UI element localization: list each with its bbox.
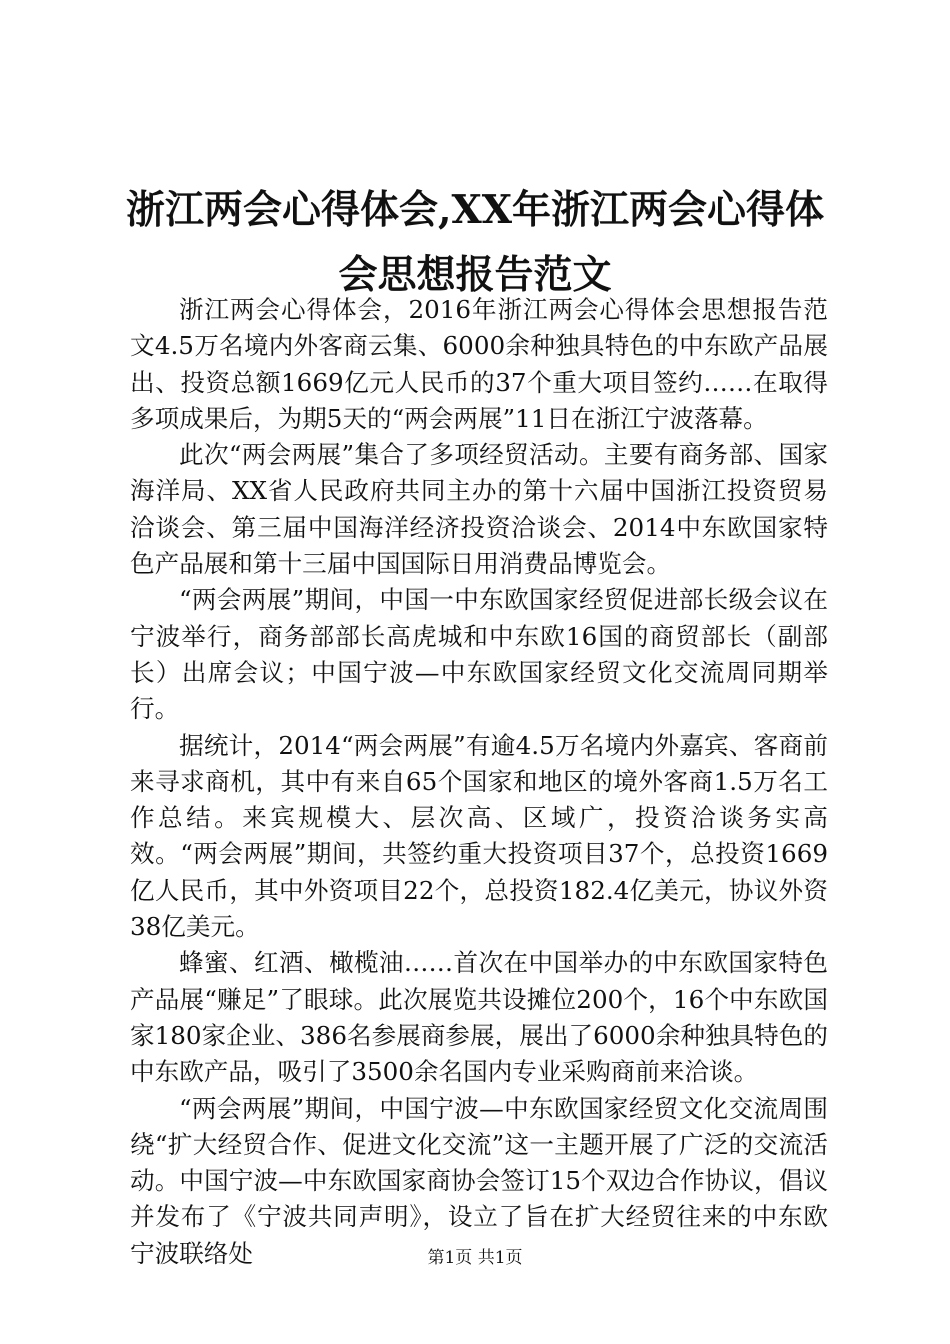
page-footer: 第1页 共1页 [427, 1248, 523, 1268]
document-body [130, 292, 828, 1272]
document-title: 浙江两会心得体会,XX年浙江两会心得体会思想报告范文 [125, 187, 825, 298]
paragraph: 据统计，2014“两会两展”有逾4.5万名境内外嘉宾、客商前来寻求商机，其中有来自65个国家和地区的境外客商1.5万名工作总结。来宾规模大、层次高、区域广，投资洽谈务实高效。“两会两展”期间，共签约重大投资项目37个，总投资1669亿人民币，其中外资项目22个，总投资182.4亿美元，协议外资38亿美元。 [130, 730, 828, 942]
paragraph: “两会两展”期间，中国一中东欧国家经贸促进部长级会议在宁波举行，商务部部长高虎城和中东欧16国的商贸部长（副部长）出席会议；中国宁波—中东欧国家经贸文化交流周同期举行。 [130, 585, 828, 724]
paragraph: “两会两展”期间，中国宁波—中东欧国家经贸文化交流周围绕“扩大经贸合作、促进文化交流”这一主题开展了广泛的交流活动。中国宁波—中东欧国家商协会签订15个双边合作协议，倡议并发布了《宁波共同声明》，设立了旨在扩大经贸往来的中东欧宁波联络处 [130, 1093, 828, 1268]
paragraph: 此次“两会两展”集合了多项经贸活动。主要有商务部、国家海洋局、XX省人民政府共同主办的第十六届中国浙江投资贸易洽谈会、第三届中国海洋经济投资洽谈会、2014中东欧国家特色产品展和第十三届中国国际日用消费品博览会。 [130, 440, 828, 579]
paragraph: 浙江两会心得体会，2016年浙江两会心得体会思想报告范文4.5万名境内外客商云集、6000余种独具特色的中东欧产品展出、投资总额1669亿元人民币的37个重大项目签约……在取得多项成果后，为期5天的“两会两展”11日在浙江宁波落幕。 [130, 295, 828, 433]
paragraph: 蜂蜜、红酒、橄榄油……首次在中国举办的中东欧国家特色产品展“赚足”了眼球。此次展览共设摊位200个，16个中东欧国家180家企业、386名参展商参展，展出了6000余种独具特色的中东欧产品，吸引了3500余名国内专业采购商前来洽谈。 [130, 948, 828, 1087]
